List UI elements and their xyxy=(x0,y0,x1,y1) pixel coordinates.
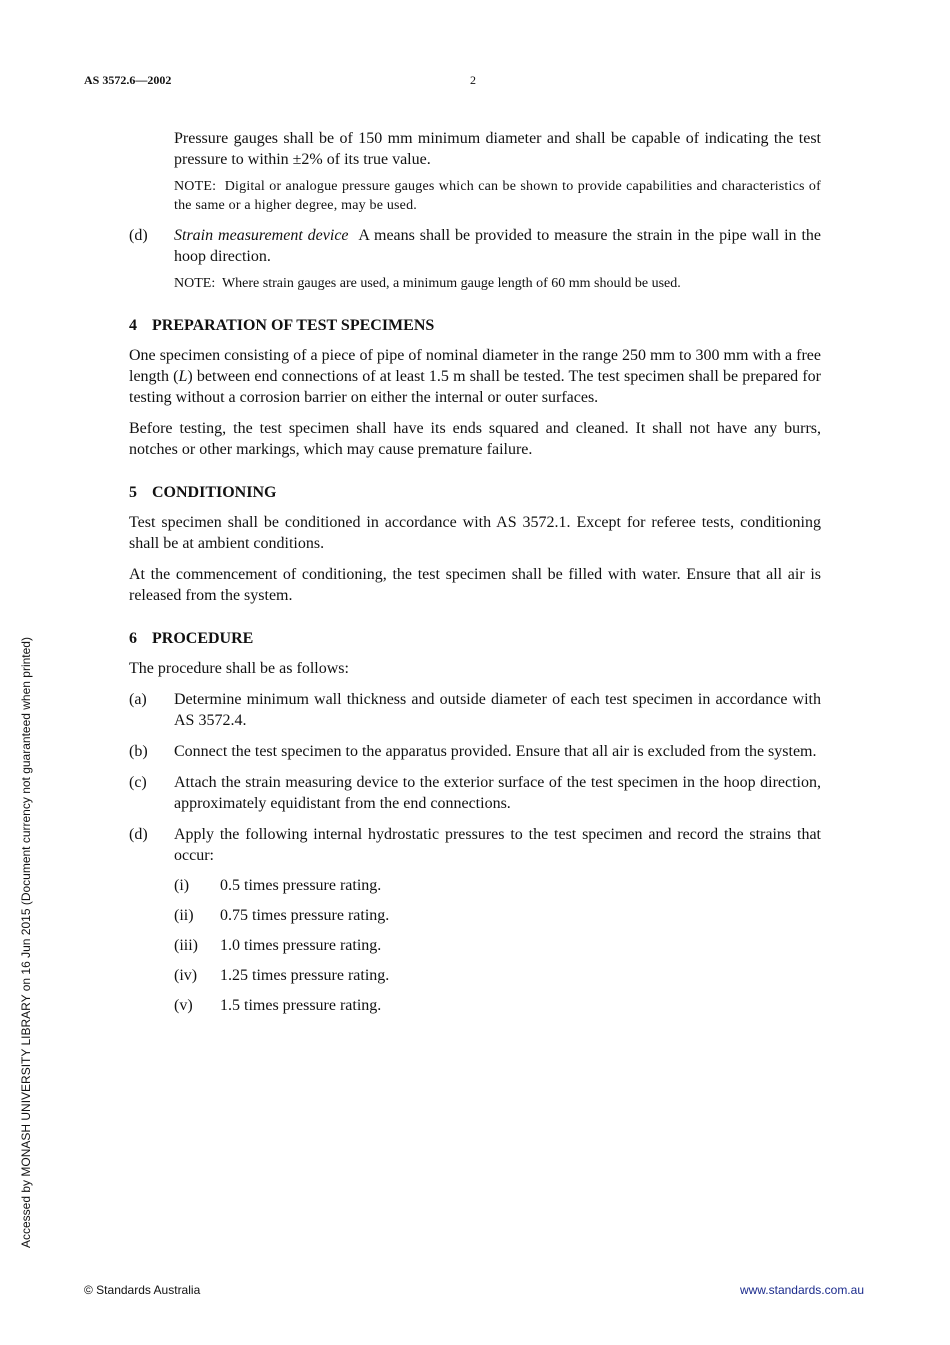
section-number: 5 xyxy=(129,484,137,501)
list-item xyxy=(129,225,821,267)
list-item xyxy=(129,772,821,814)
section5-paragraph-1: Test specimen shall be conditioned in accordance with AS 3572.1. Except for referee tests, conditioning shall be at ambient conditions. xyxy=(129,514,821,552)
section-number: 4 xyxy=(129,317,137,334)
substep-label: (ii) xyxy=(174,907,194,924)
section-title: CONDITIONING xyxy=(152,484,277,501)
variable-l: L xyxy=(178,368,188,385)
sub-list-item xyxy=(174,905,821,926)
website-link[interactable]: www.standards.com.au xyxy=(739,1283,864,1297)
substep-label: (iii) xyxy=(174,937,198,954)
item-label: (d) xyxy=(129,227,148,244)
substep-label: (iv) xyxy=(174,967,198,984)
item-title: Strain measurement device xyxy=(174,227,349,244)
sub-list-item xyxy=(174,875,821,896)
page-number: 2 xyxy=(470,73,476,87)
substep-text: 1.25 times pressure rating. xyxy=(220,967,390,984)
item-text xyxy=(174,225,821,267)
section-heading-6 xyxy=(129,628,821,649)
access-watermark: Accessed by MONASH UNIVERSITY LIBRARY on 16 Jun 2015 (Document currency not guaranteed when printed) xyxy=(19,637,33,1248)
copyright-notice: © Standards Australia xyxy=(84,1283,201,1297)
section-heading-5 xyxy=(129,482,821,503)
substep-label: (i) xyxy=(174,877,190,894)
section5-paragraph-2: At the commencement of conditioning, the test specimen shall be filled with water. Ensure that all air is released from the system. xyxy=(129,566,821,604)
sub-list-item xyxy=(174,935,821,956)
section4-paragraph-2: Before testing, the test specimen shall have its ends squared and cleaned. It shall not have any burrs, notches or other markings, which may cause premature failure. xyxy=(129,420,821,458)
list-item xyxy=(129,741,821,762)
section-title: PREPARATION OF TEST SPECIMENS xyxy=(152,317,435,334)
step-text: Apply the following internal hydrostatic pressures to the test specimen and record the strains that occur: xyxy=(174,826,821,864)
step-label: (b) xyxy=(129,743,148,760)
step-text: Attach the strain measuring device to the exterior surface of the test specimen in the hoop direction, approximately equidistant from the end connections. xyxy=(174,774,821,812)
document-id: AS 3572.6—2002 xyxy=(84,73,172,87)
list-item xyxy=(129,689,821,731)
section-number: 6 xyxy=(129,630,137,647)
pressure-gauge-text: Pressure gauges shall be of 150 mm minimum diameter and shall be capable of indicating the test pressure to within ±2% of its true value. xyxy=(174,130,821,168)
substep-text: 1.5 times pressure rating. xyxy=(220,997,382,1014)
pressure-gauge-note: NOTE: Digital or analogue pressure gauges which can be shown to provide capabilities and characteristics of the same or a higher degree, may be used. xyxy=(174,179,821,213)
section-heading-4 xyxy=(129,315,821,336)
step-text: Connect the test specimen to the apparatus provided. Ensure that all air is excluded from the system. xyxy=(174,743,817,760)
substep-label: (v) xyxy=(174,997,193,1014)
step-label: (a) xyxy=(129,691,147,708)
sub-list-item xyxy=(174,965,821,986)
substep-text: 1.0 times pressure rating. xyxy=(220,937,382,954)
step-text: Determine minimum wall thickness and outside diameter of each test specimen in accordance with AS 3572.4. xyxy=(174,691,821,729)
procedure-intro: The procedure shall be as follows: xyxy=(129,660,349,677)
sub-list-item xyxy=(174,995,821,1016)
document-body xyxy=(129,128,821,1016)
strain-gauge-note: NOTE: Where strain gauges are used, a minimum gauge length of 60 mm should be used. xyxy=(174,276,681,291)
substep-text: 0.5 times pressure rating. xyxy=(220,877,382,894)
step-label: (d) xyxy=(129,826,148,843)
step-label: (c) xyxy=(129,774,147,791)
text-run: One specimen consisting of a piece of pipe of nominal diameter in the range 250 mm to 300 mm with a free length ( xyxy=(129,347,821,385)
section4-paragraph-1 xyxy=(129,345,821,408)
list-item xyxy=(129,824,821,866)
substep-text: 0.75 times pressure rating. xyxy=(220,907,390,924)
section-title: PROCEDURE xyxy=(152,630,254,647)
text-run: ) between end connections of at least 1.5 m shall be tested. The test specimen shall be prepared for testing without a corrosion barrier on either the internal or outer surfaces. xyxy=(129,368,821,406)
item-body: A means shall be provided to measure the strain in the pipe wall in the hoop direction. xyxy=(174,227,822,265)
